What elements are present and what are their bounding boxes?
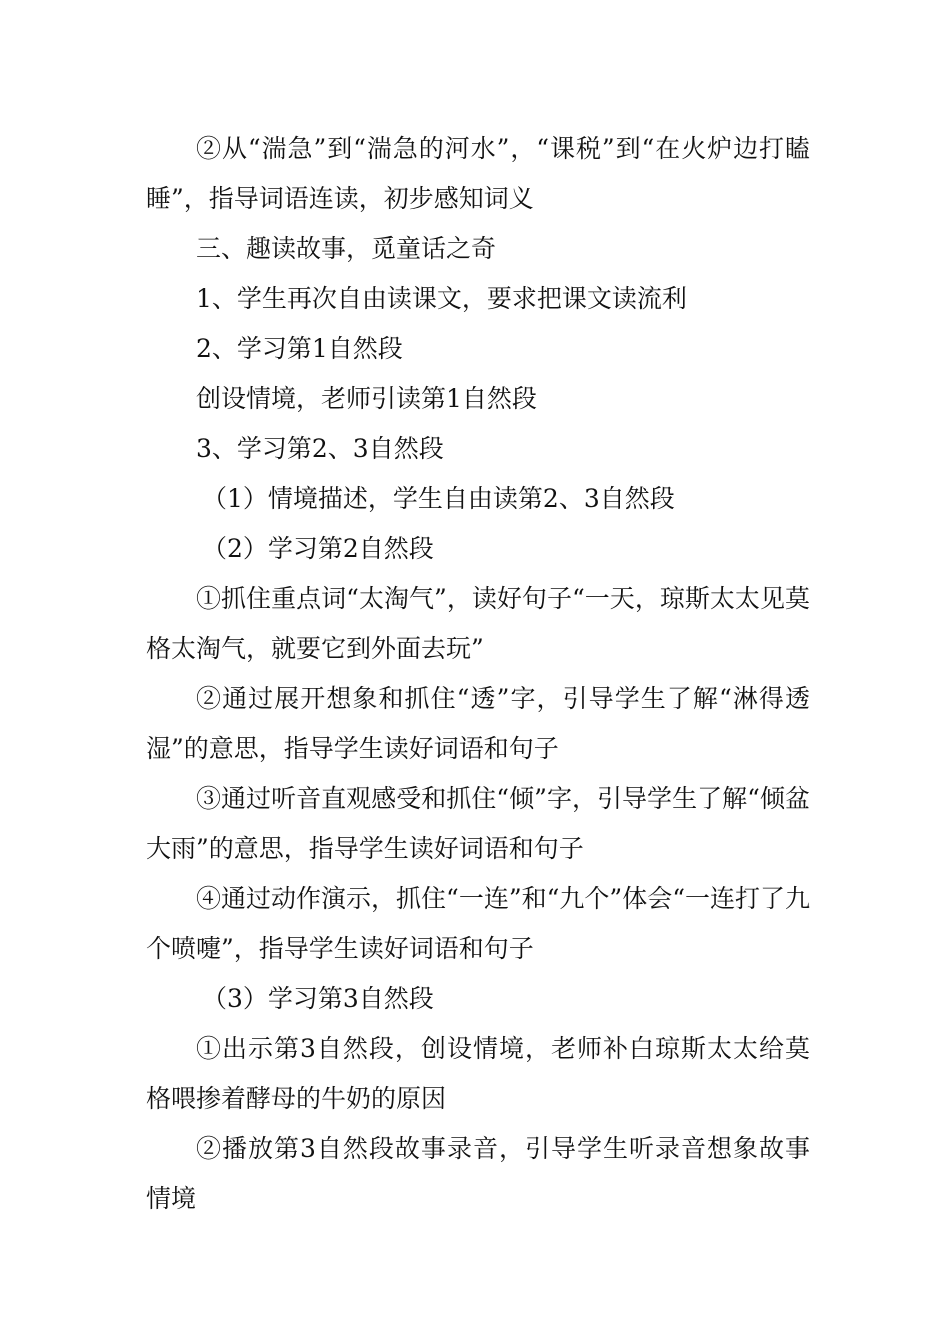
paragraph-11: ③通过听音直观感受和抓住“倾”字，引导学生了解“倾盆大雨”的意思，指导学生读好词语和句子 xyxy=(146,784,810,863)
paragraph-8: （2）学习第2自然段 xyxy=(202,534,434,563)
paragraph-2: 三、趣读故事，觅童话之奇 xyxy=(196,234,497,263)
paragraph-5: 创设情境，老师引读第1自然段 xyxy=(196,384,537,413)
paragraph-10: ②通过展开想象和抓住“透”字，引导学生了解“淋得透湿”的意思，指导学生读好词语和句子 xyxy=(146,684,810,763)
paragraph-1: ②从“湍急”到“湍急的河水”，“课税”到“在火炉边打瞌睡”，指导词语连读，初步感知词义 xyxy=(146,134,810,213)
paragraph-7: （1）情境描述，学生自由读第2、3自然段 xyxy=(202,484,675,513)
paragraph-12: ④通过动作演示，抓住“一连”和“九个”体会“一连打了九个喷嚏”，指导学生读好词语和句子 xyxy=(146,884,810,963)
paragraph-13: （3）学习第3自然段 xyxy=(202,984,434,1013)
document-body xyxy=(146,124,810,1224)
paragraph-4: 2、学习第1自然段 xyxy=(196,334,403,363)
paragraph-14: ①出示第3自然段，创设情境，老师补白琼斯太太给莫格喂掺着酵母的牛奶的原因 xyxy=(146,1034,810,1113)
paragraph-6: 3、学习第2、3自然段 xyxy=(196,434,444,463)
paragraph-9: ①抓住重点词“太淘气”，读好句子“一天，琼斯太太见莫格太淘气，就要它到外面去玩” xyxy=(146,584,810,663)
paragraph-3: 1、学生再次自由读课文，要求把课文读流利 xyxy=(196,284,687,313)
paragraph-15: ②播放第3自然段故事录音，引导学生听录音想象故事情境 xyxy=(146,1134,810,1213)
